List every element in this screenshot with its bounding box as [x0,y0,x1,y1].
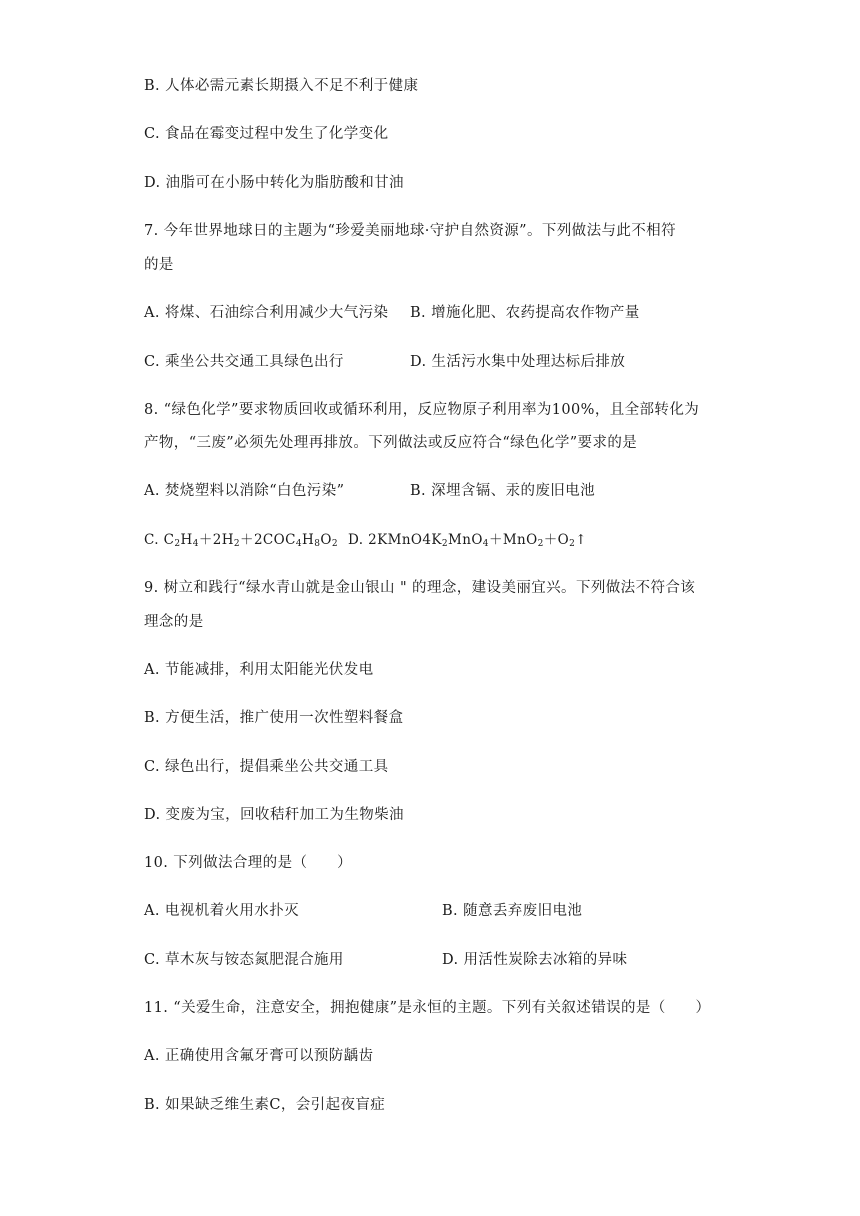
q8-stem-line2: 产物，“三废”必须先处理再排放。下列做法或反应符合“绿色化学”要求的是 [144,435,638,451]
q10-stem: 10. 下列做法合理的是（ ） [144,855,353,871]
q7-stem-line2: 的是 [144,257,174,273]
q8-option-b: B. 深埋含镉、汞的废旧电池 [410,483,595,499]
q9-stem-line1: 9. 树立和践行“绿水青山就是金山银山 " 的理念，建设美丽宜兴。下列做法不符合该 [144,580,696,596]
q9-stem-line2: 理念的是 [144,614,204,630]
q6-option-c: C. 食品在霉变过程中发生了化学变化 [144,126,389,142]
q10-option-a: A. 电视机着火用水扑灭 [144,903,299,919]
q9-option-c: C. 绿色出行，提倡乘坐公共交通工具 [144,759,389,775]
q9-option-d: D. 变废为宝，回收秸秆加工为生物柴油 [144,807,404,823]
q8-option-d: D. $2KMnO4K_2MnO_4+MnO_2+O_2↑$ [348,532,587,549]
q11-stem: 11. “关爱生命，注意安全，拥抱健康”是永恒的主题。下列有关叙述错误的是（ ） [144,1000,711,1016]
q10-option-d: D. 用活性炭除去冰箱的异味 [442,952,628,968]
q7-option-c: C. 乘坐公共交通工具绿色出行 [144,354,344,370]
q10-option-b: B. 随意丢弃废旧电池 [442,903,583,919]
q9-option-a: A. 节能减排，利用太阳能光伏发电 [144,662,374,678]
q11-option-b: B. 如果缺乏维生素C，会引起夜盲症 [144,1097,386,1113]
q10-option-c: C. 草木灰与铵态氮肥混合施用 [144,952,344,968]
q8-stem-line1: 8. “绿色化学”要求物质回收或循环利用，反应物原子利用率为100%，且全部转化为 [144,402,700,418]
q8-option-c: C. $C_2H_4+2H_2+2COC_4H_8O_2$ [144,532,338,549]
q6-option-b: B. 人体必需元素长期摄入不足不利于健康 [144,78,419,94]
q11-option-a: A. 正确使用含氟牙膏可以预防龋齿 [144,1048,374,1064]
q6-option-d: D. 油脂可在小肠中转化为脂肪酸和甘油 [144,175,404,191]
q7-option-a: A. 将煤、石油综合利用减少大气污染 [144,305,389,321]
q7-stem-line1: 7. 今年世界地球日的主题为“珍爱美丽地球·守护自然资源”。下列做法与此不相符 [144,223,676,239]
q8-option-a: A. 焚烧塑料以消除“白色污染” [144,483,345,499]
q7-option-b: B. 增施化肥、农药提高农作物产量 [410,305,640,321]
q7-option-d: D. 生活污水集中处理达标后排放 [410,354,626,370]
q9-option-b: B. 方便生活，推广使用一次性塑料餐盒 [144,710,404,726]
